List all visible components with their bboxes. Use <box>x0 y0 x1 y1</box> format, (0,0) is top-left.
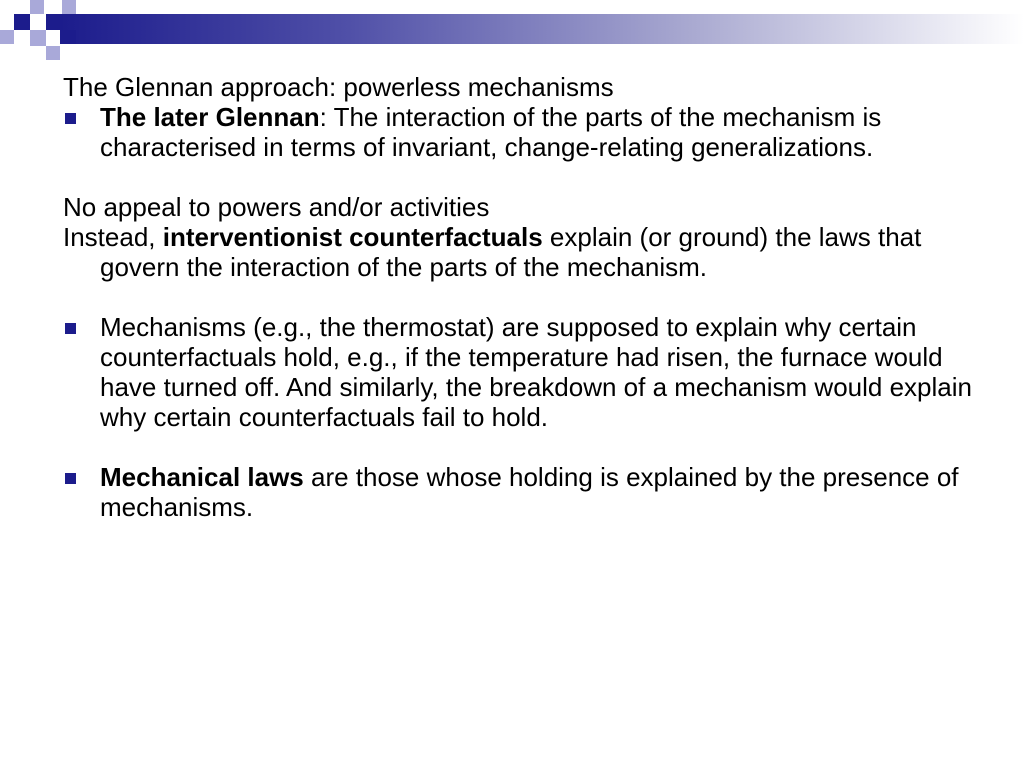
spacer <box>63 162 983 192</box>
decor-square <box>62 30 76 44</box>
header-decoration <box>0 0 1024 64</box>
square-bullet-icon <box>65 323 76 334</box>
spacer <box>63 432 983 462</box>
decor-square <box>30 0 44 14</box>
decor-square <box>46 14 60 30</box>
header-gradient-bar <box>60 14 1024 44</box>
square-bullet-icon <box>65 473 76 484</box>
bullet-mechanisms-thermostat <box>63 312 983 432</box>
decor-square <box>30 30 46 46</box>
square-bullet-icon <box>65 113 76 124</box>
instead-text: explain (or ground) the laws that govern the interaction of the parts of the mechanism. <box>100 222 922 282</box>
bold-term: Mechanical laws <box>100 462 304 492</box>
bullet-text: : The interaction of the parts of the mechanism is characterised in terms of invariant, change-relating generalizations. <box>100 102 882 162</box>
instead-paragraph <box>63 222 983 282</box>
bold-term: interventionist counterfactuals <box>162 222 543 252</box>
instead-prefix: Instead, <box>63 222 163 252</box>
decor-square <box>0 30 14 44</box>
decor-square <box>46 46 60 60</box>
no-appeal-line: No appeal to powers and/or activities <box>63 192 490 222</box>
bullet-text: Mechanisms (e.g., the thermostat) are supposed to explain why certain counterfactuals hold, e.g., if the temperature had risen, the furnace would have turned off. And similarly, the breakdown of a mechanism would explain why certain counterfactuals fail to hold. <box>100 312 972 432</box>
bold-term: The later Glennan <box>100 102 320 132</box>
bullet-later-glennan <box>63 102 983 162</box>
decor-square <box>14 14 30 30</box>
bullet-text: are those whose holding is explained by the presence of mechanisms. <box>100 462 959 522</box>
decor-square <box>62 0 76 14</box>
spacer <box>63 282 983 312</box>
slide-body <box>63 72 983 522</box>
bullet-mechanical-laws <box>63 462 983 522</box>
slide-heading: The Glennan approach: powerless mechanisms <box>63 72 614 102</box>
